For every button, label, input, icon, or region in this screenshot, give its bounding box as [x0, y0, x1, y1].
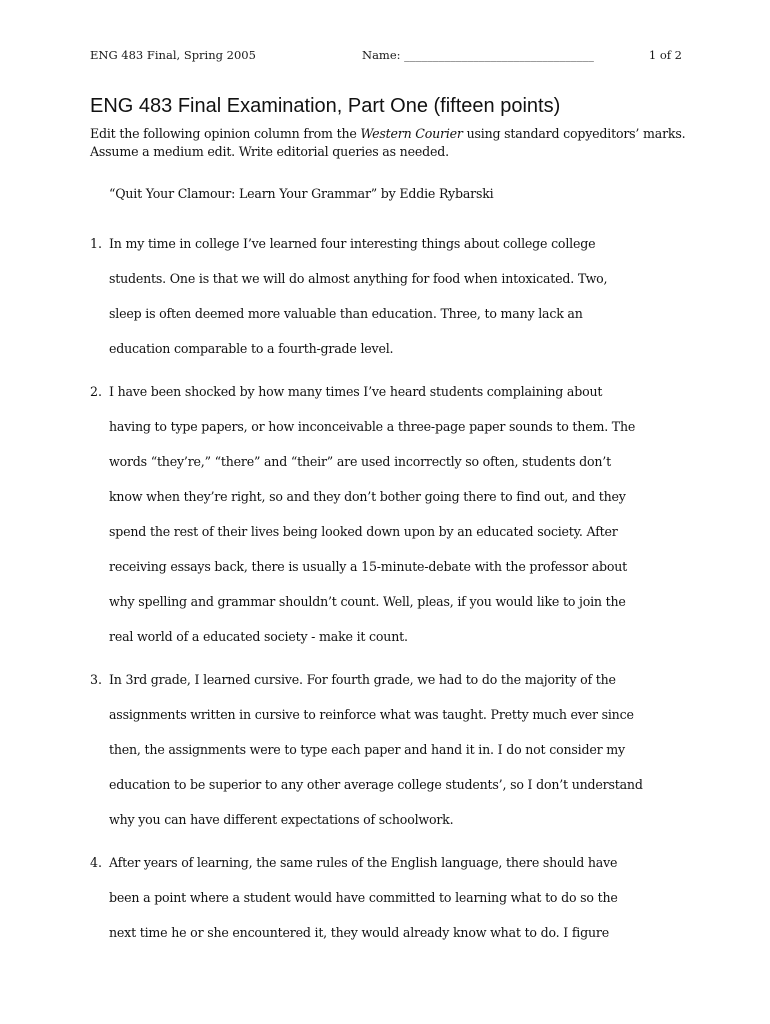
question-number: 1.	[90, 236, 103, 251]
question-item	[90, 226, 690, 366]
page-header	[90, 46, 682, 64]
question-item	[90, 662, 690, 837]
question-text-line: education comparable to a fourth-grade level.	[109, 341, 394, 356]
question-text-line: why you can have different expectations of schoolwork.	[109, 812, 454, 827]
question-text-line: In 3rd grade, I learned cursive. For fourth grade, we had to do the majority of the	[109, 672, 616, 687]
exam-title: ENG 483 Final Examination, Part One (fifteen points)	[90, 95, 561, 117]
question-text-line: assignments written in cursive to reinforce what was taught. Pretty much ever since	[109, 707, 634, 722]
question-text-line: know when they’re right, so and they don’t bother going there to find out, and they	[109, 489, 626, 504]
publication-name: Western Courier	[360, 126, 463, 141]
question-text-line: next time he or she encountered it, they would already know what to do. I figure	[109, 925, 609, 940]
instructions-line1-start: Edit the following opinion column from the	[90, 126, 361, 141]
question-text-line: words “they’re,” “there” and “their” are used incorrectly so often, students don’t	[109, 454, 611, 469]
question-text-line: In my time in college I’ve learned four interesting things about college college	[109, 236, 596, 251]
question-text-line: why spelling and grammar shouldn’t count. Well, pleas, if you would like to join the	[109, 594, 626, 609]
question-item	[90, 845, 690, 950]
name-field-label: Name: _________________________________	[362, 48, 594, 62]
question-number: 3.	[90, 672, 103, 687]
instructions	[90, 125, 690, 161]
question-text-line: sleep is often deemed more valuable than education. Three, to many lack an	[109, 306, 583, 321]
question-number: 4.	[90, 855, 103, 870]
question-text-line: spend the rest of their lives being looked down upon by an educated society. After	[109, 524, 618, 539]
question-text-line: I have been shocked by how many times I’ve heard students complaining about	[109, 384, 603, 399]
question-text-line: After years of learning, the same rules of the English language, there should have	[109, 855, 618, 870]
question-text-line: students. One is that we will do almost anything for food when intoxicated. Two,	[109, 271, 608, 286]
question-text-line: education to be superior to any other average college students’, so I don’t understand	[109, 777, 643, 792]
question-text-line: receiving essays back, there is usually a 15-minute-debate with the professor about	[109, 559, 628, 574]
question-text-line: having to type papers, or how inconceivable a three-page paper sounds to them. The	[109, 419, 636, 434]
instructions-line1-end: using standard copyeditors’ marks.	[462, 126, 686, 141]
instructions-line2: Assume a medium edit. Write editorial queries as needed.	[90, 144, 449, 159]
question-text-line: real world of a educated society - make it count.	[109, 629, 408, 644]
question-text-line: then, the assignments were to type each paper and hand it in. I do not consider my	[109, 742, 625, 757]
question-item	[90, 374, 690, 654]
question-number: 2.	[90, 384, 103, 399]
question-text-line: been a point where a student would have committed to learning what to do so the	[109, 890, 618, 905]
question-list	[90, 226, 690, 958]
column-byline: “Quit Your Clamour: Learn Your Grammar” by Eddie Rybarski	[109, 186, 494, 201]
page-number: 1 of 2	[648, 48, 682, 62]
course-label: ENG 483 Final, Spring 2005	[90, 48, 256, 62]
